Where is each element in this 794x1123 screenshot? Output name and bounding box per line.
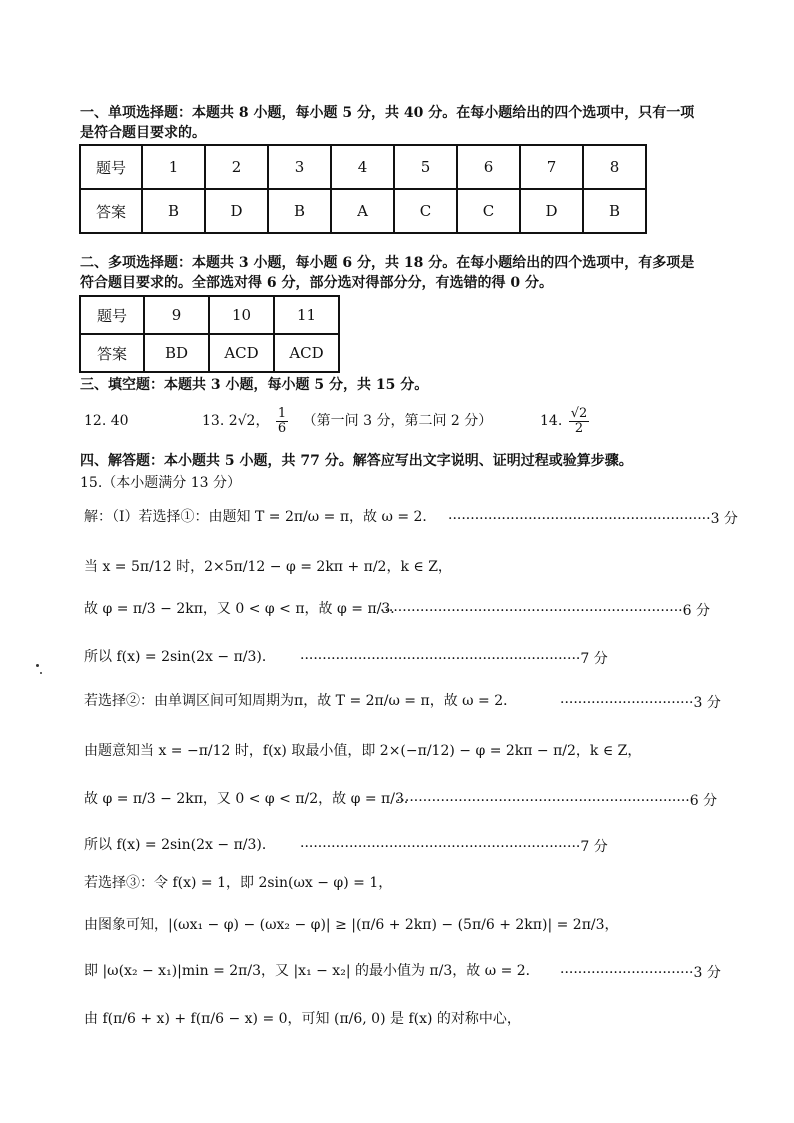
score-label: 6 分 xyxy=(689,793,718,809)
fraction-numerator: 1 xyxy=(277,405,287,421)
solution-line: 当 x = 5π/12 时，2×5π/12 − φ = 2kπ + π/2，k ∈ Z， xyxy=(84,559,452,575)
question-number: 3 xyxy=(268,145,331,189)
section4-header: 四、解答题：本小题共 5 小题，共 77 分。解答应写出文字说明、证明过程或验算步骤。 xyxy=(80,453,633,469)
question-number: 10 xyxy=(209,296,274,334)
answer-q13-note: （第一问 3 分，第二问 2 分） xyxy=(302,413,493,429)
table-row-label: 题号 xyxy=(80,296,144,334)
answer-q14-label: 14. xyxy=(540,413,563,429)
table-row-label: 答案 xyxy=(80,334,144,372)
answer-cell: ACD xyxy=(274,334,339,372)
score-leader: ·······························································7 分 xyxy=(300,839,608,855)
section2-header: 二、多项选择题：本题共 3 小题，每小题 6 分，共 18 分。在每小题给出的四个选项中，有多项是 xyxy=(80,255,695,271)
question-number: 7 xyxy=(520,145,583,189)
answer-cell: B xyxy=(583,189,646,233)
q15-title: 15.（本小题满分 13 分） xyxy=(80,475,241,491)
section2-header-cont: 符合题目要求的。全部选对得 6 分，部分选对得部分分，有选错的得 0 分。 xyxy=(80,275,553,291)
answer-cell: A xyxy=(331,189,394,233)
answer-cell: B xyxy=(142,189,205,233)
solution-line: 所以 f(x) = 2sin(2x − π/3)． xyxy=(84,837,276,853)
score-leader: ·······························································7 分 xyxy=(300,651,608,667)
answer-cell: B xyxy=(268,189,331,233)
answer-cell: D xyxy=(520,189,583,233)
table-row-label: 题号 xyxy=(80,145,142,189)
scan-speck xyxy=(40,672,42,674)
answer-q14-fraction xyxy=(569,407,590,436)
section2-answer-table xyxy=(79,295,340,373)
score-label: 3 分 xyxy=(693,695,721,711)
solution-line: 所以 f(x) = 2sin(2x − π/3)． xyxy=(84,649,276,665)
answer-cell: D xyxy=(205,189,268,233)
solution-line: 由 f(π/6 + x) + f(π/6 − x) = 0，可知 (π/6, 0) 是 f(x) 的对称中心， xyxy=(84,1011,521,1027)
question-number: 1 xyxy=(142,145,205,189)
question-number: 11 xyxy=(274,296,339,334)
score-leader: ···························································3 分 xyxy=(448,511,738,527)
answer-q12: 12. 40 xyxy=(84,413,129,429)
solution-line: 由图象可知，|(ωx₁ − φ) − (ωx₂ − φ)| ≥ |(π/6 + 2kπ) − (5π/6 + 2kπ)| = 2π/3， xyxy=(84,917,619,933)
answer-q13-fraction xyxy=(276,407,288,436)
section1-header-cont: 是符合题目要求的。 xyxy=(80,125,206,141)
solution-line: 若选择③：令 f(x) = 1，即 2sin(ωx − φ) = 1， xyxy=(84,875,393,891)
answer-q13-part1: 13. 2√2， xyxy=(202,413,270,429)
score-label: 3 分 xyxy=(693,965,721,981)
solution-line: 由题意知当 x = −π/12 时，f(x) 取最小值，即 2×(−π/12) − φ = 2kπ − π/2，k ∈ Z， xyxy=(84,743,642,759)
answer-cell: C xyxy=(457,189,520,233)
score-leader: ······························3 分 xyxy=(560,965,721,981)
answer-q14 xyxy=(540,404,591,438)
question-number: 2 xyxy=(205,145,268,189)
solution-line: 即 |ω(x₂ − x₁)|min = 2π/3，又 |x₁ − x₂| 的最小值为 π/3，故 ω = 2． xyxy=(84,963,540,979)
section1-answer-table xyxy=(79,144,647,234)
answer-cell: ACD xyxy=(209,334,274,372)
solution-line: 解：（Ⅰ）若选择①：由题知 T = 2π/ω = π，故 ω = 2． xyxy=(84,509,437,525)
scan-speck xyxy=(36,664,39,667)
question-number: 6 xyxy=(457,145,520,189)
fraction-numerator: √2 xyxy=(570,405,588,421)
fraction-denominator: 2 xyxy=(574,420,584,436)
solution-line: 若选择②：由单调区间可知周期为π，故 T = 2π/ω = π，故 ω = 2． xyxy=(84,693,518,709)
answer-cell: BD xyxy=(144,334,209,372)
score-leader: ··································································6 分 xyxy=(396,793,718,809)
score-label: 3 分 xyxy=(710,511,738,527)
question-number: 9 xyxy=(144,296,209,334)
solution-line: 故 φ = π/3 − 2kπ，又 0 < φ < π/2，故 φ = π/3． xyxy=(84,791,418,807)
question-number: 5 xyxy=(394,145,457,189)
answer-q13 xyxy=(202,404,492,438)
question-number: 8 xyxy=(583,145,646,189)
section3-header: 三、填空题：本题共 3 小题，每小题 5 分，共 15 分。 xyxy=(80,377,429,393)
answer-cell: C xyxy=(394,189,457,233)
table-row-label: 答案 xyxy=(80,189,142,233)
solution-line: 故 φ = π/3 − 2kπ，又 0 < φ < π，故 φ = π/3． xyxy=(84,601,405,617)
section1-header: 一、单项选择题：本题共 8 小题，每小题 5 分，共 40 分。在每小题给出的四个选项中，只有一项 xyxy=(80,105,695,121)
fraction-denominator: 6 xyxy=(277,420,287,436)
score-label: 7 分 xyxy=(580,651,608,667)
score-label: 7 分 xyxy=(580,839,608,855)
question-number: 4 xyxy=(331,145,394,189)
score-leader: ······························3 分 xyxy=(560,695,721,711)
score-leader: ····································································6 分 xyxy=(380,603,710,619)
score-label: 6 分 xyxy=(682,603,710,619)
